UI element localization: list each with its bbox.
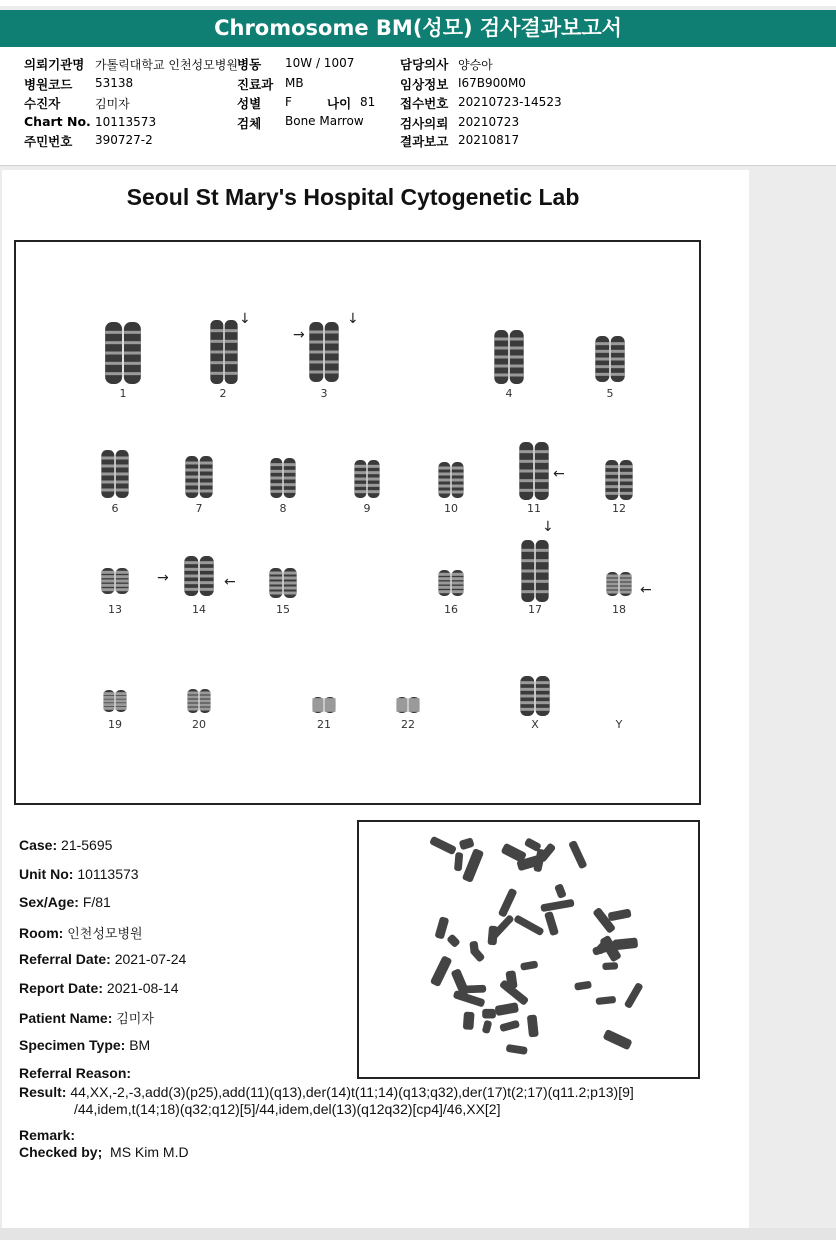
arrow-left-chr14: ← — [224, 574, 236, 590]
patient-name-label: Patient Name: — [19, 1010, 113, 1026]
request-value: 20210723 — [458, 115, 520, 129]
rrn-value: 390727-2 — [95, 133, 153, 147]
chromosome-pair-17 — [521, 540, 548, 602]
result-label: Result: — [19, 1084, 67, 1100]
case-value: 21-5695 — [61, 837, 113, 853]
chromosome-pair-14 — [184, 556, 213, 596]
result-line-1 — [19, 1084, 719, 1101]
chromosome-label-17: 17 — [528, 603, 542, 616]
metaphase-chromosome — [602, 962, 618, 970]
metaphase-chromosome — [506, 1044, 528, 1055]
referral-reason-label: Referral Reason: — [19, 1065, 132, 1081]
metaphase-chromosome — [498, 888, 518, 918]
arrow-down-chr3: ↓ — [347, 311, 359, 327]
request-label: 검사의뢰 — [400, 116, 449, 131]
hospital-code-label: 병원코드 — [24, 77, 73, 92]
metaphase-chromosome — [454, 852, 463, 871]
arrow-right-chr3: → — [293, 327, 305, 343]
age-value: 81 — [360, 95, 376, 109]
chromosome-pair-20 — [187, 689, 210, 713]
chromosome-label-14: 14 — [192, 603, 206, 616]
institution-label: 의뢰기관명 — [24, 57, 85, 72]
institution-value: 가톨릭대학교 인천성모병원 — [95, 58, 238, 72]
specimen-value: Bone Marrow — [285, 114, 364, 128]
metaphase-chromosome — [574, 981, 592, 991]
chromosome-pair-11 — [519, 442, 548, 500]
chromosome-label-8: 8 — [279, 502, 287, 515]
chromosome-pair-8 — [270, 458, 295, 498]
report-date-line — [19, 980, 179, 996]
patient-label: 수진자 — [24, 96, 61, 111]
chromosome-label-12: 12 — [612, 502, 626, 515]
room-label: Room: — [19, 925, 64, 941]
chromosome-label-15: 15 — [276, 603, 290, 616]
chromosome-label-22: 22 — [401, 718, 415, 731]
sex-value: F — [285, 95, 292, 109]
metaphase-chromosome — [608, 908, 632, 921]
chromosome-pair-10 — [438, 462, 463, 498]
doctor-label: 담당의사 — [400, 57, 449, 72]
report-header — [0, 47, 836, 166]
report-date-value2: 2021-08-14 — [106, 980, 179, 996]
ward-label: 병동 — [237, 57, 262, 72]
result-text-2: /44,idem,t(14;18)(q32;q12)[5]/44,idem,del(13)(q12q32)[cp4]/46,XX[2] — [74, 1101, 501, 1117]
metaphase-chromosome — [602, 1029, 632, 1050]
chromosome-pair-16 — [438, 570, 463, 596]
patient-value: 김미자 — [95, 97, 130, 111]
chromosome-label-11: 11 — [527, 502, 541, 515]
chromosome-pair-22 — [396, 697, 419, 713]
metaphase-image — [359, 822, 698, 1077]
arrow-down-chr2: ↓ — [239, 311, 251, 327]
specimen-type-label: Specimen Type: — [19, 1037, 126, 1053]
patient-name-line — [19, 1008, 154, 1027]
specimen-label: 검체 — [237, 116, 262, 131]
chromosome-pair-6 — [101, 450, 128, 498]
chromosome-pair-7 — [185, 456, 212, 498]
specimen-type-line — [19, 1037, 150, 1053]
chromosome-pair-13 — [101, 568, 128, 594]
arrow-left-chr11: ← — [553, 466, 565, 482]
referral-date-line — [19, 951, 186, 967]
hospital-code-value: 53138 — [95, 76, 134, 90]
chromosome-pair-12 — [605, 460, 632, 500]
metaphase-chromosome — [554, 883, 567, 899]
chromosome-label-20: 20 — [192, 718, 206, 731]
report-date-value: 20210817 — [458, 133, 520, 147]
metaphase-chromosome — [540, 899, 575, 912]
metaphase-chromosome — [520, 960, 538, 970]
result-text-1: 44,XX,-2,-3,add(3)(p25),add(11)(q13),der(14)t(11;14)(q13;q32),der(17)t(2;17)(q11.2;p13)[9] — [70, 1084, 634, 1100]
report-title-bar — [0, 10, 836, 47]
metaphase-chromosome — [595, 996, 616, 1005]
clinical-value: I67B900M0 — [458, 76, 526, 90]
report-page — [2, 170, 749, 1228]
chromosome-label-5: 5 — [606, 387, 614, 400]
chromosome-pair-21 — [312, 697, 335, 713]
receipt-value: 20210723-14523 — [458, 95, 562, 109]
specimen-type-value: BM — [129, 1037, 151, 1053]
remark-label: Remark: — [19, 1127, 76, 1143]
metaphase-chromosome — [495, 1002, 519, 1016]
rrn-label: 주민번호 — [24, 134, 73, 149]
room-value: 인천성모병원 — [67, 927, 143, 942]
dept-label: 진료과 — [237, 77, 274, 92]
chromosome-label-21: 21 — [317, 718, 331, 731]
chart-value: 10113573 — [95, 115, 157, 129]
metaphase-chromosome — [482, 1020, 493, 1034]
karyotype-panel — [14, 240, 701, 805]
checked-value: MS Kim M.D — [110, 1144, 189, 1160]
metaphase-panel — [357, 820, 700, 1079]
chromosome-pair-15 — [269, 568, 296, 598]
unit-label: Unit No: — [19, 866, 74, 882]
metaphase-chromosome — [527, 1014, 539, 1037]
arrow-right-chr14: → — [157, 570, 169, 586]
receipt-label: 접수번호 — [400, 96, 449, 111]
chromosome-label-7: 7 — [195, 502, 203, 515]
doctor-value: 양승아 — [458, 58, 493, 72]
chromosome-label-3: 3 — [320, 387, 328, 400]
chromosome-pair-18 — [606, 572, 631, 596]
room-line — [19, 923, 143, 942]
chromosome-pair-1 — [105, 322, 141, 384]
lab-title: Seoul St Mary's Hospital Cytogenetic Lab — [126, 184, 580, 210]
chromosome-pair-2 — [210, 320, 237, 384]
metaphase-chromosome — [544, 911, 559, 936]
metaphase-chromosome — [624, 982, 644, 1009]
checked-line — [19, 1144, 719, 1161]
case-line — [19, 837, 112, 853]
metaphase-chromosome — [469, 941, 479, 954]
report-title: Chromosome BM(성모) 검사결과보고서 — [214, 16, 622, 40]
ward-value: 10W / 1007 — [285, 56, 355, 70]
arrow-down-chr17: ↓ — [542, 519, 554, 535]
dept-value: MB — [285, 76, 304, 90]
metaphase-chromosome — [463, 1012, 475, 1031]
chromosome-label-6: 6 — [111, 502, 119, 515]
metaphase-chromosome — [501, 843, 528, 864]
referral-reason-line — [19, 1065, 131, 1081]
metaphase-chromosome — [462, 848, 484, 883]
top-margin — [0, 0, 836, 6]
chromosome-label-y: Y — [615, 718, 623, 731]
metaphase-chromosome — [434, 916, 449, 939]
chromosome-pair-5 — [595, 336, 624, 382]
chromosome-label-9: 9 — [363, 502, 371, 515]
sex-label: 성별 — [237, 96, 262, 111]
chromosome-pair-4 — [494, 330, 523, 384]
unit-line — [19, 866, 139, 882]
arrow-left-chr18: ← — [640, 582, 652, 598]
chart-label: Chart No. — [24, 114, 91, 129]
report-date-label: 결과보고 — [400, 134, 449, 149]
chromosome-pair-3 — [309, 322, 338, 382]
sexage-label: Sex/Age: — [19, 894, 79, 910]
chromosome-label-16: 16 — [444, 603, 458, 616]
metaphase-chromosome — [482, 1009, 496, 1019]
patient-name-value: 김미자 — [116, 1012, 154, 1027]
chromosome-label-4: 4 — [505, 387, 513, 400]
chromosome-pair-19 — [103, 690, 126, 712]
remark-line — [19, 1127, 719, 1144]
bottom-margin — [0, 1228, 836, 1240]
referral-date-label: Referral Date: — [19, 951, 111, 967]
unit-value: 10113573 — [77, 866, 139, 882]
checked-label: Checked by; — [19, 1144, 103, 1160]
chromosome-label-13: 13 — [108, 603, 122, 616]
metaphase-chromosome — [446, 933, 461, 948]
result-block — [19, 1084, 719, 1161]
chromosome-label-19: 19 — [108, 718, 122, 731]
age-label: 나이 — [327, 96, 352, 111]
referral-date-value: 2021-07-24 — [114, 951, 187, 967]
report-date-label2: Report Date: — [19, 980, 104, 996]
chromosome-label-x: X — [531, 718, 539, 731]
chromosome-pair-9 — [354, 460, 379, 498]
clinical-label: 임상정보 — [400, 77, 449, 92]
sexage-value: F/81 — [82, 894, 111, 910]
metaphase-chromosome — [499, 1020, 520, 1033]
metaphase-chromosome — [513, 914, 544, 936]
chromosome-label-10: 10 — [444, 502, 458, 515]
metaphase-chromosome — [487, 925, 498, 945]
metaphase-chromosome — [459, 837, 475, 850]
chromosome-label-1: 1 — [119, 387, 127, 400]
metaphase-chromosome — [429, 836, 457, 856]
chromosome-pair-23 — [520, 676, 549, 716]
metaphase-chromosome — [568, 840, 588, 870]
sexage-line — [19, 894, 111, 910]
case-label: Case: — [19, 837, 58, 853]
chromosome-label-18: 18 — [612, 603, 626, 616]
chromosome-label-2: 2 — [219, 387, 227, 400]
metaphase-chromosome — [430, 955, 453, 987]
